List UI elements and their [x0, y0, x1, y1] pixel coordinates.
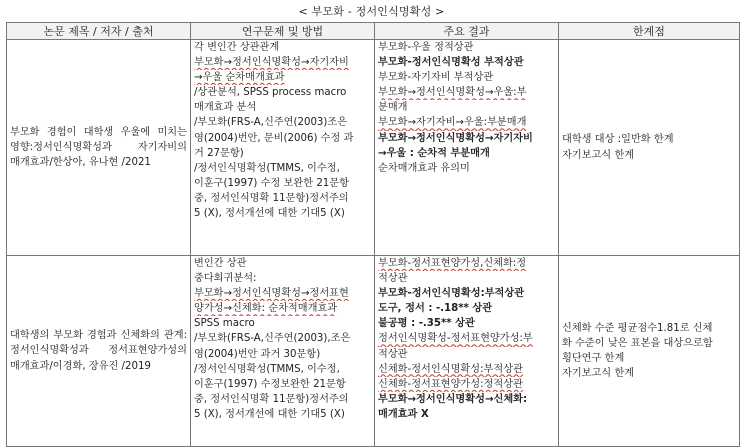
method-line: 변인간 상관 — [194, 258, 247, 269]
result-line: 부모화→정서인식명확성→우울:부 — [378, 87, 527, 99]
method-line: SPSS macro — [194, 318, 255, 330]
method-line: /상관분석, SPSS process macro — [194, 87, 347, 99]
result-line: 부모화-정서인식명확성 부적상관 — [378, 57, 524, 69]
result-line: 정서인식명확성-정서표현양가성:부 — [378, 333, 533, 345]
method-line: →우울 순차매개효과 — [194, 72, 285, 84]
header-row — [7, 23, 740, 40]
results-cell — [375, 40, 559, 256]
method-line: 5 (X), 정서개선에 대한 기대5 (X) — [194, 408, 345, 420]
paper-cell: 부모화 경험이 대학생 우울에 미치는 영향:정서인식명확성과 자기자비의 매개효과/한상아, 유나현 /2021 — [7, 40, 191, 256]
method-line: /부모화(FRS-A,신주연(2003)조은 — [194, 117, 348, 129]
document-title: < 부모화 - 정서인식명확성 > — [298, 5, 445, 18]
method-line: 중, 정서인식명확 11문항)정서주의 — [194, 192, 349, 204]
result-line: 신체화-정서표현양가성:정적상관 — [378, 378, 523, 390]
result-line: 적상관 — [378, 273, 408, 285]
result-line: 부모화→자기자비→우울:부분매개 — [378, 117, 527, 129]
result-line: 매개효과 X — [378, 408, 429, 420]
limit-line: 신체화 수준 평균점수1.81로 신체 — [562, 322, 713, 334]
limit-line: 자기보고식 한계 — [562, 149, 635, 161]
method-line: /정서인식명확성(TMMS, 이수정, — [194, 162, 340, 174]
method-line: 이훈구(1997) 수정 보완한 21문항 — [194, 177, 349, 189]
method-line: 중다회귀분석: — [194, 273, 257, 285]
result-line: 부모화→정서인식명확성→신체화: — [378, 393, 528, 405]
method-line: /부모화(FRS-A,신주연(2003),조은 — [194, 333, 351, 345]
limits-cell — [559, 256, 740, 447]
method-line: 중, 정서인식명확 11문항)정서주의 — [194, 393, 349, 405]
result-line: 적상관 — [378, 348, 408, 360]
literature-table — [6, 22, 740, 447]
results-cell — [375, 256, 559, 447]
method-line: 양가성→신체화: 순차적매개효과 — [194, 303, 338, 315]
header-paper: 논문 제목 / 저자 / 출처 — [7, 23, 191, 40]
result-line: 신체화-정서인식명확성:부적상관 — [378, 363, 523, 375]
result-line: 순차매개효과 유의미 — [378, 162, 470, 174]
limit-line: 대학생 대상 :일반화 한계 — [562, 134, 674, 146]
result-line: →우울 : 순차적 부분매개 — [378, 147, 490, 159]
header-limits: 한계점 — [559, 23, 740, 40]
result-line: 부모화-우울 정적상관 — [378, 42, 474, 53]
result-line: 부모화-정서인식명확성:부적상관 — [378, 288, 525, 300]
method-line: 영(2004)번안 과거 30문항) — [194, 348, 321, 360]
method-line: 영(2004)번안, 문비(2006) 수정 과 — [194, 132, 354, 144]
table-row — [7, 40, 740, 256]
limits-cell — [559, 40, 740, 256]
method-line: 거 27문항) — [194, 147, 244, 159]
method-line: /정서인식명확성(TMMS, 이수정, — [194, 363, 340, 375]
result-line: 부모화-자기자비 부적상관 — [378, 72, 494, 84]
table-row — [7, 256, 740, 447]
method-line: 매개효과 분석 — [194, 102, 257, 114]
result-line: 분매개 — [378, 102, 408, 114]
methods-cell — [191, 256, 375, 447]
method-line: 각 변인간 상관관계 — [194, 42, 280, 53]
method-line: 부모화→정서인식명확성→자기자비 — [194, 57, 349, 69]
method-line: 5 (X), 정서개선에 대한 기대5 (X) — [194, 208, 345, 220]
method-line: 이훈구(1997) 수정보완한 21문항 — [194, 378, 346, 390]
method-line: 부모화→정서인식명확성→정서표현 — [194, 288, 349, 300]
paper-cell: 대학생의 부모화 경험과 신체화의 관계: 정서인식명확성과 정서표현양가성의 매개효과/이경화, 장유진 /2019 — [7, 256, 191, 447]
result-line: 부모화→정서인식명확성→자기자비 — [378, 132, 533, 144]
header-methods: 연구문제 및 방법 — [191, 23, 375, 40]
header-results: 주요 결과 — [375, 23, 559, 40]
limit-line: 자기보고식 한계 — [562, 368, 635, 380]
limit-line: 횡단연구 한계 — [562, 353, 625, 364]
limit-line: 화 수준이 낮은 표본을 대상으로함 — [562, 337, 713, 349]
methods-cell — [191, 40, 375, 256]
result-line: 도구, 정서 : -.18** 상관 — [378, 303, 493, 315]
result-line: 불공평 : -.35** 상관 — [378, 318, 475, 330]
result-line: 부모화-정서표현양가성,신체화:정 — [378, 258, 527, 269]
